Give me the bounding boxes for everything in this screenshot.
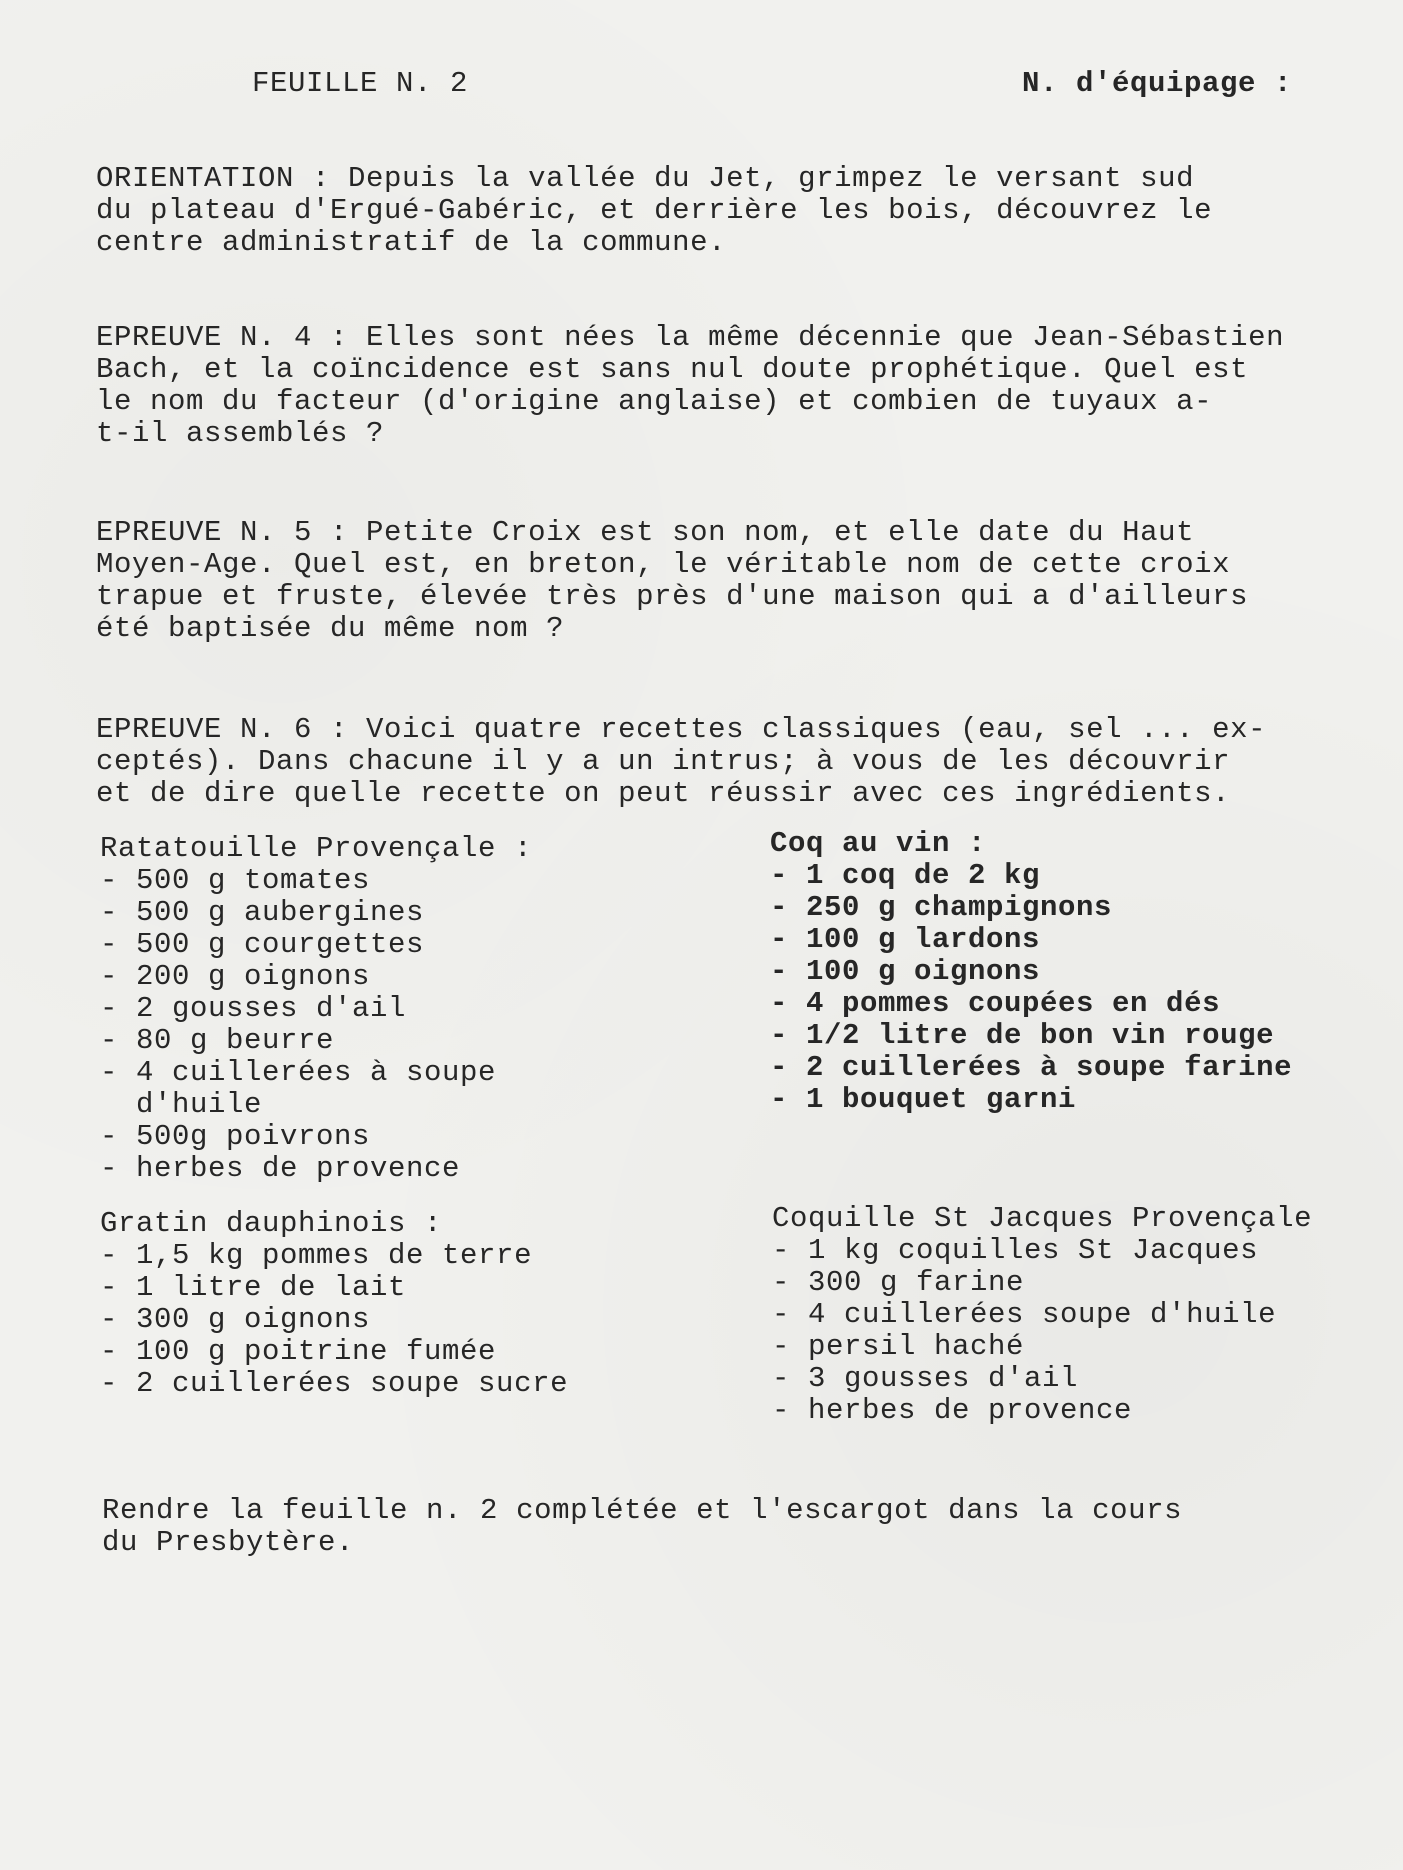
- text-line: été baptisée du même nom ?: [96, 612, 565, 645]
- ingredient-line: - 2 cuillerées soupe sucre: [100, 1367, 569, 1400]
- ingredient-line: - 1/2 litre de bon vin rouge: [770, 1019, 1275, 1052]
- ingredient-line: - 500g poivrons: [100, 1120, 371, 1153]
- ingredient-line: - 1 kg coquilles St Jacques: [772, 1234, 1259, 1267]
- ingredient-line: - 4 pommes coupées en dés: [770, 987, 1221, 1020]
- text-line: Bach, et la coïncidence est sans nul doute prophétique. Quel est: [96, 353, 1249, 386]
- ingredient-line: - 300 g oignons: [100, 1303, 371, 1336]
- recipe-coquille-st-jacques: [772, 1203, 1312, 1427]
- ingredient-line: - 1 coq de 2 kg: [770, 859, 1041, 892]
- text-line: EPREUVE N. 5 : Petite Croix est son nom, et elle date du Haut: [96, 516, 1195, 549]
- recipe-gratin-dauphinois: [100, 1208, 568, 1400]
- ingredient-line: - 250 g champignons: [770, 891, 1113, 924]
- ingredient-line: - 1,5 kg pommes de terre: [100, 1239, 533, 1272]
- ingredient-line: - 500 g aubergines: [100, 896, 425, 929]
- footer-instruction: [102, 1495, 1392, 1559]
- orientation-paragraph: [96, 163, 1386, 259]
- text-line: centre administratif de la commune.: [96, 226, 727, 259]
- recipe-title: Coq au vin :: [770, 827, 987, 860]
- ingredient-line: - 1 litre de lait: [100, 1271, 407, 1304]
- text-line: ORIENTATION : Depuis la vallée du Jet, grimpez le versant sud: [96, 162, 1195, 195]
- sheet-number: FEUILLE N. 2: [252, 67, 469, 100]
- recipe-coq-au-vin: [770, 828, 1292, 1116]
- ingredient-line: - 3 gousses d'ail: [772, 1362, 1079, 1395]
- ingredient-line: - 300 g farine: [772, 1266, 1025, 1299]
- text-line: EPREUVE N. 4 : Elles sont nées la même décennie que Jean-Sébastien: [96, 321, 1285, 354]
- ingredient-line: - persil haché: [772, 1330, 1025, 1363]
- text-line: Rendre la feuille n. 2 complétée et l'escargot dans la cours: [102, 1494, 1183, 1527]
- crew-number-label: N. d'équipage :: [1022, 67, 1293, 100]
- text-line: Moyen-Age. Quel est, en breton, le véritable nom de cette croix: [96, 548, 1231, 581]
- text-line: et de dire quelle recette on peut réussir avec ces ingrédients.: [96, 777, 1231, 810]
- ingredient-line: - herbes de provence: [772, 1394, 1133, 1427]
- recipe-ratatouille: [100, 833, 532, 1185]
- text-line: du Presbytère.: [102, 1526, 355, 1559]
- text-line: EPREUVE N. 6 : Voici quatre recettes classiques (eau, sel ... ex-: [96, 713, 1267, 746]
- text-line: du plateau d'Ergué-Gabéric, et derrière les bois, découvrez le: [96, 194, 1213, 227]
- ingredient-line: - 1 bouquet garni: [770, 1083, 1077, 1116]
- ingredient-line: - 100 g oignons: [770, 955, 1041, 988]
- text-line: trapue et fruste, élevée très près d'une maison qui a d'ailleurs: [96, 580, 1249, 613]
- ingredient-line: - 2 gousses d'ail: [100, 992, 407, 1025]
- ingredient-line: - 2 cuillerées à soupe farine: [770, 1051, 1293, 1084]
- recipe-title: Coquille St Jacques Provençale: [772, 1202, 1313, 1235]
- ingredient-line: - 100 g lardons: [770, 923, 1041, 956]
- text-line: ceptés). Dans chacune il y a un intrus; à vous de les découvrir: [96, 745, 1231, 778]
- ingredient-line: - herbes de provence: [100, 1152, 461, 1185]
- ingredient-line: - 4 cuillerées soupe d'huile: [772, 1298, 1277, 1331]
- ingredient-line: - 80 g beurre: [100, 1024, 335, 1057]
- ingredient-line: - 100 g poitrine fumée: [100, 1335, 497, 1368]
- epreuve-5-paragraph: [96, 517, 1386, 645]
- recipe-title: Ratatouille Provençale :: [100, 832, 533, 865]
- ingredient-line: - 200 g oignons: [100, 960, 371, 993]
- ingredient-line: - 500 g tomates: [100, 864, 371, 897]
- recipe-title: Gratin dauphinois :: [100, 1207, 443, 1240]
- text-line: t-il assemblés ?: [96, 417, 385, 450]
- text-line: le nom du facteur (d'origine anglaise) et combien de tuyaux a-: [96, 385, 1213, 418]
- ingredient-line: - 4 cuillerées à soupe: [100, 1056, 497, 1089]
- epreuve-6-paragraph: [96, 714, 1386, 810]
- epreuve-4-paragraph: [96, 322, 1386, 450]
- ingredient-line: d'huile: [100, 1088, 263, 1121]
- ingredient-line: - 500 g courgettes: [100, 928, 425, 961]
